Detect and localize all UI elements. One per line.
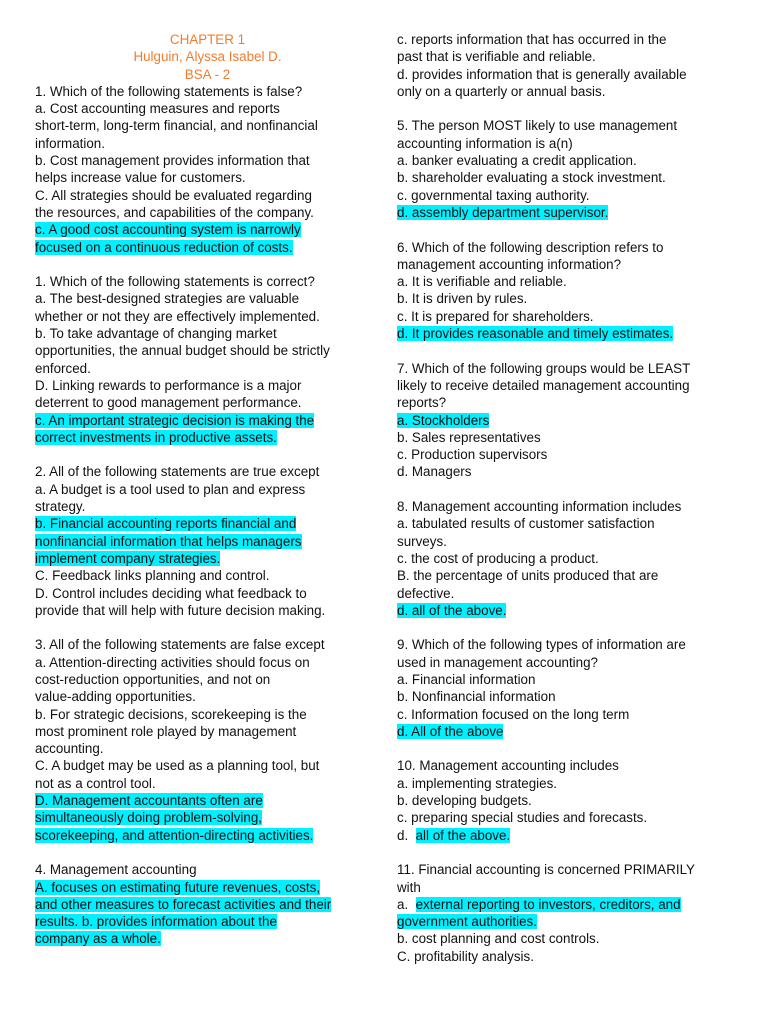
highlighted-answer: external reporting to investors, creditors, and [415, 896, 681, 912]
highlighted-answer: c. A good cost accounting system is narrowly [35, 222, 301, 238]
text-line: the resources, and capabilities of the company. [35, 204, 314, 220]
highlighted-answer: c. An important strategic decision is making the [35, 412, 315, 428]
highlighted-answer: a. Stockholders [397, 412, 490, 428]
text-line: a. Attention-directing activities should focus on [35, 654, 310, 670]
blank-line [35, 256, 380, 273]
text-line: b. Nonfinancial information [397, 689, 556, 705]
blank-line [35, 446, 380, 463]
text-line [35, 913, 380, 930]
text-line: accounting information is a(n) [397, 135, 573, 151]
text-line: a. tabulated results of customer satisfaction [397, 516, 655, 532]
blank-line [35, 844, 380, 861]
text-line: not as a control tool. [35, 775, 156, 791]
text-line: a. It is verifiable and reliable. [397, 274, 567, 290]
text-line: b. shareholder evaluating a stock investment. [397, 170, 666, 186]
text-line [397, 204, 742, 221]
highlighted-answer: d. all of the above. [397, 602, 507, 618]
text-line: 11. Financial accounting is concerned PRIMARILY [397, 862, 695, 878]
document-header [35, 31, 380, 83]
right-question-list [397, 31, 742, 965]
text-line: b. Sales representatives [397, 429, 541, 445]
text-line: only on a quarterly or annual basis. [397, 83, 606, 99]
text-line: 1. Which of the following statements is correct? [35, 274, 315, 290]
text-line: helps increase value for customers. [35, 170, 246, 186]
text-line: opportunities, the annual budget should be strictly [35, 343, 330, 359]
text-line: d. Managers [397, 464, 472, 480]
text-line [35, 239, 380, 256]
highlighted-answer: focused on a continuous reduction of costs. [35, 239, 293, 255]
text-line [397, 913, 742, 930]
text-line: surveys. [397, 533, 447, 549]
text-line: b. developing budgets. [397, 793, 532, 809]
text-line: c. the cost of producing a product. [397, 550, 599, 566]
text-line: defective. [397, 585, 455, 601]
text-line: 2. All of the following statements are true except [35, 464, 320, 480]
text-line: whether or not they are effectively implemented. [35, 308, 320, 324]
text-line: d. provides information that is generally available [397, 66, 687, 82]
text-line: a. Cost accounting measures and reports [35, 101, 280, 117]
highlighted-answer: all of the above. [415, 827, 511, 843]
text-line: 4. Management accounting [35, 862, 197, 878]
highlighted-answer: d. assembly department supervisor. [397, 204, 609, 220]
text-line: a. banker evaluating a credit application. [397, 153, 637, 169]
highlighted-answer: D. Management accountants often are [35, 793, 263, 809]
chapter-title: CHAPTER 1 [169, 32, 246, 47]
text-line: with [397, 879, 421, 895]
text-line: information. [35, 135, 105, 151]
right-column [397, 31, 742, 965]
text-line [397, 896, 742, 913]
text-line: c. Information focused on the long term [397, 706, 630, 722]
text-line: strategy. [35, 499, 86, 515]
text-line [35, 809, 380, 826]
highlighted-answer: d. It provides reasonable and timely estimates. [397, 326, 674, 342]
text-line [35, 879, 380, 896]
highlighted-answer: scorekeeping, and attention-directing activities. [35, 827, 314, 843]
text-line [397, 412, 742, 429]
highlighted-answer: A. focuses on estimating future revenues, costs, [35, 879, 321, 895]
text-line: C. Feedback links planning and control. [35, 568, 270, 584]
left-question-list [35, 83, 380, 948]
highlighted-answer: government authorities. [397, 914, 537, 930]
text-line: most prominent role played by management [35, 723, 297, 739]
highlighted-answer: correct investments in productive assets. [35, 429, 277, 445]
text-line: C. All strategies should be evaluated regarding [35, 187, 312, 203]
text-line [35, 896, 380, 913]
text-line: 8. Management accounting information includes [397, 499, 682, 515]
text-line: 7. Which of the following groups would be LEAST [397, 360, 691, 376]
highlighted-answer: results. b. provides information about the [35, 914, 277, 930]
text-line: C. A budget may be used as a planning tool, but [35, 758, 320, 774]
text-line: 5. The person MOST likely to use management [397, 118, 678, 134]
text-line [35, 533, 380, 550]
text-line: likely to receive detailed management accounting [397, 377, 690, 393]
text-line: b. For strategic decisions, scorekeeping is the [35, 706, 307, 722]
text-line [35, 792, 380, 809]
text-line: b. To take advantage of changing market [35, 326, 277, 342]
text-line [35, 515, 380, 532]
text-line [35, 827, 380, 844]
highlighted-answer: implement company strategies. [35, 550, 221, 566]
text-line [35, 429, 380, 446]
text-line: D. Control includes deciding what feedback to [35, 585, 307, 601]
text-line [35, 930, 380, 947]
text-line: C. profitability analysis. [397, 948, 534, 964]
blank-line [397, 342, 742, 359]
text-line [35, 221, 380, 238]
text-line: a. A budget is a tool used to plan and express [35, 481, 306, 497]
author-name: Hulguin, Alyssa Isabel D. [133, 49, 282, 65]
text-line: enforced. [35, 360, 91, 376]
text-line: b. It is driven by rules. [397, 291, 528, 307]
text-line: c. preparing special studies and forecasts. [397, 810, 648, 826]
text-line: a. implementing strategies. [397, 775, 558, 791]
blank-line [397, 481, 742, 498]
text-line: b. cost planning and cost controls. [397, 931, 600, 947]
highlighted-answer: simultaneously doing problem-solving, [35, 810, 263, 826]
text-line: short-term, long-term financial, and nonfinancial [35, 118, 318, 134]
text-line: past that is verifiable and reliable. [397, 49, 596, 65]
text-line: c. It is prepared for shareholders. [397, 308, 594, 324]
text-line: a. The best-designed strategies are valuable [35, 291, 300, 307]
text-line: management accounting information? [397, 256, 622, 272]
text-line: reports? [397, 395, 447, 411]
blank-line [397, 844, 742, 861]
text-line: c. reports information that has occurred in the [397, 32, 667, 47]
text-line: c. Production supervisors [397, 447, 548, 463]
left-column [35, 31, 380, 948]
answer-prefix: a. [397, 896, 416, 912]
text-line: a. Financial information [397, 671, 536, 687]
text-line: 6. Which of the following description refers to [397, 239, 664, 255]
text-line: provide that will help with future decision making. [35, 602, 326, 618]
blank-line [35, 619, 380, 636]
text-line [397, 602, 742, 619]
text-line: c. governmental taxing authority. [397, 187, 590, 203]
highlighted-answer: nonfinancial information that helps managers [35, 533, 302, 549]
text-line: deterrent to good management performance. [35, 395, 302, 411]
text-line [35, 412, 380, 429]
text-line: value-adding opportunities. [35, 689, 196, 705]
text-line [397, 723, 742, 740]
highlighted-answer: d. All of the above [397, 723, 504, 739]
text-line: accounting. [35, 741, 104, 757]
text-line: cost-reduction opportunities, and not on [35, 671, 271, 687]
highlighted-answer: and other measures to forecast activities and their [35, 896, 332, 912]
highlighted-answer: b. Financial accounting reports financial and [35, 516, 297, 532]
text-line [397, 325, 742, 342]
text-line: used in management accounting? [397, 654, 598, 670]
answer-prefix: d. [397, 827, 416, 843]
text-line [35, 550, 380, 567]
text-line [397, 827, 742, 844]
text-line: b. Cost management provides information that [35, 153, 310, 169]
course-section: BSA - 2 [184, 66, 231, 82]
highlighted-answer: company as a whole. [35, 931, 161, 947]
text-line: 3. All of the following statements are false except [35, 637, 325, 653]
text-line: 10. Management accounting includes [397, 758, 619, 774]
blank-line [397, 100, 742, 117]
text-line: 9. Which of the following types of information are [397, 637, 686, 653]
text-line: D. Linking rewards to performance is a major [35, 377, 302, 393]
blank-line [397, 740, 742, 757]
text-line: 1. Which of the following statements is false? [35, 83, 303, 99]
blank-line [397, 221, 742, 238]
blank-line [397, 619, 742, 636]
text-line: B. the percentage of units produced that are [397, 568, 659, 584]
